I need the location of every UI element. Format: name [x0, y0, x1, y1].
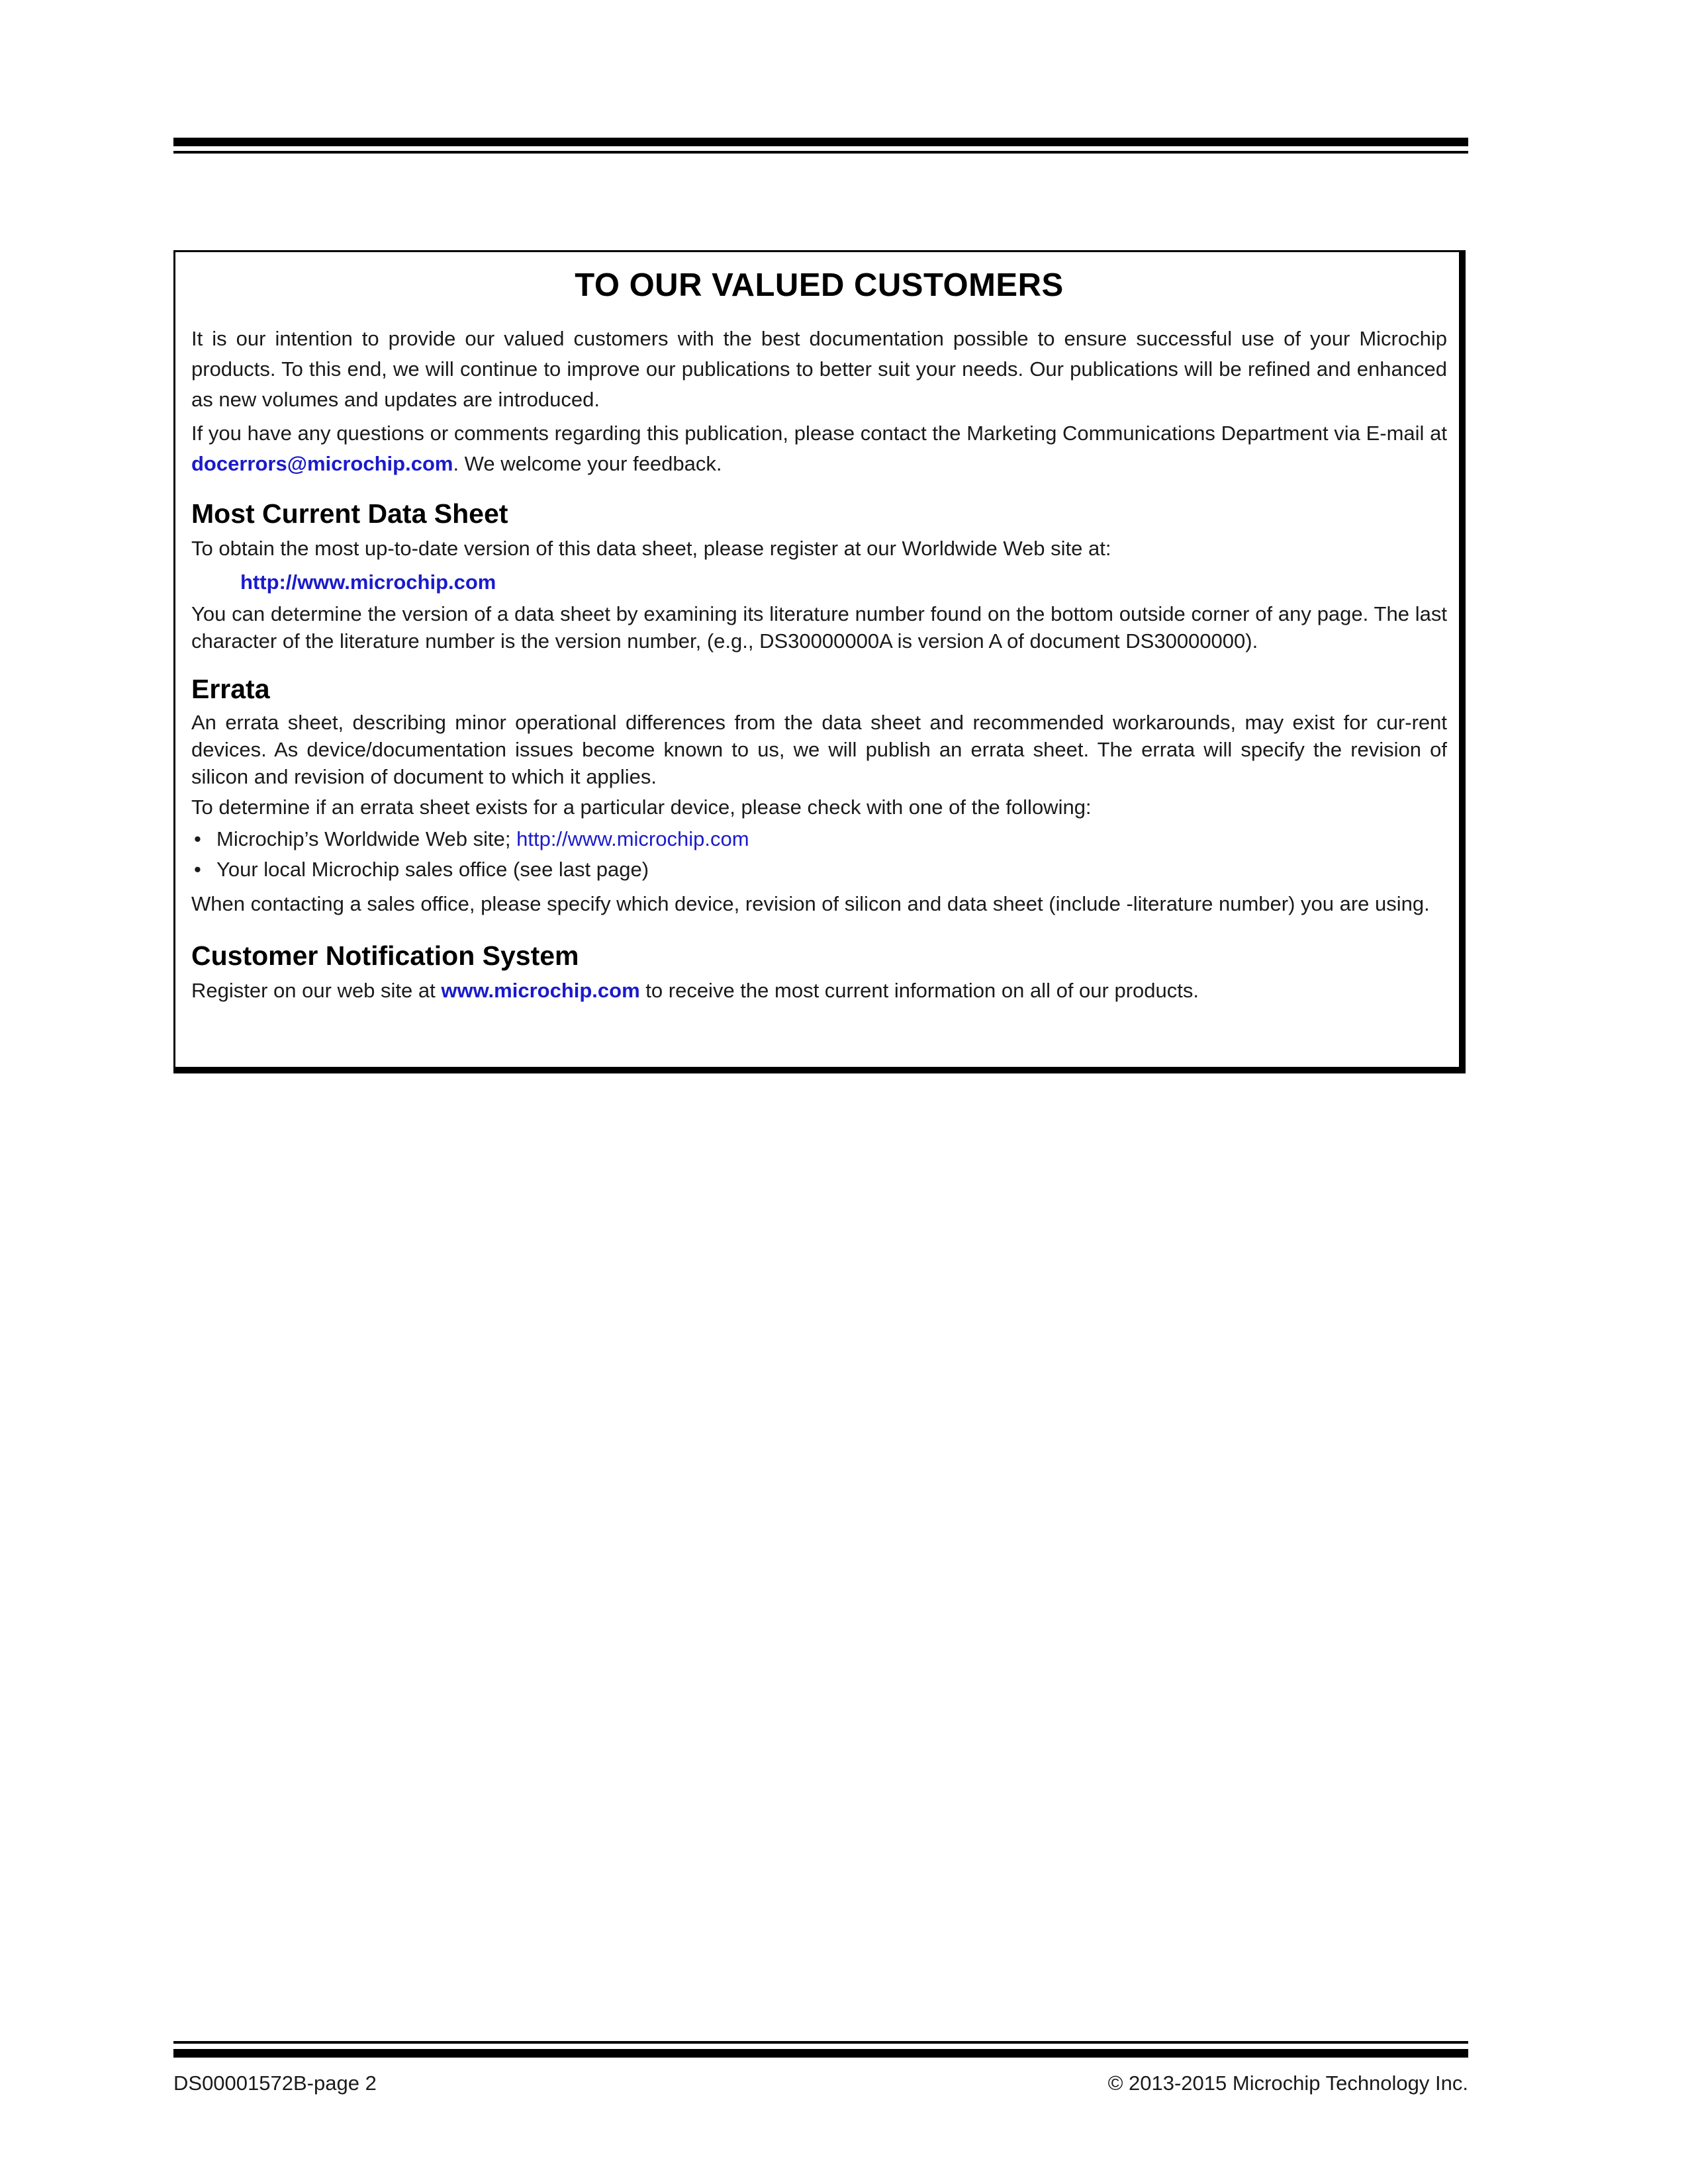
sales-office-paragraph: When contacting a sales office, please specify which device, revision of silicon and data sheet (include -literature number) you are using.: [191, 892, 1430, 915]
footer-rule-thin: [173, 2041, 1468, 2044]
current-data-sheet-intro: To obtain the most up-to-date version of this data sheet, please register at our Worldwide Web site at:: [191, 537, 1111, 560]
errata-source-list: [191, 824, 1447, 885]
bullet-icon: •: [194, 827, 201, 850]
intro-paragraph: It is our intention to provide our valued customers with the best documentation possible to ensure successful use of your Microchip products. To this end, we will continue to improve our publications to better suit your needs. Our publications will be refined and enhanced as new volumes and updates are introduced.: [191, 327, 1447, 411]
errata-paragraph: An errata sheet, describing minor operational differences from the data sheet and recommended workarounds, may exist for cur-rent devices. As device/documentation issues become known to us, we will publish an errata sheet. The errata will specify the revision of silicon and revision of document to which it applies.: [191, 711, 1447, 788]
current-data-sheet-heading: Most Current Data Sheet: [191, 498, 508, 529]
bullet-text: Microchip’s Worldwide Web site;: [216, 827, 517, 850]
bullet-text: Your local Microchip sales office (see last page): [216, 858, 649, 881]
notification-text-after: to receive the most current information on all of our products.: [639, 979, 1199, 1002]
version-info-paragraph: You can determine the version of a data sheet by examining its literature number found on the bottom outside corner of any page. The last character of the literature number is the version number, (e.g., DS30000000A is version A of document DS30000000).: [191, 602, 1447, 653]
bullet-icon: •: [194, 858, 201, 881]
feedback-email-link[interactable]: docerrors@microchip.com: [191, 452, 453, 475]
errata-check-paragraph: To determine if an errata sheet exists for a particular device, please check with one of the following:: [191, 796, 1092, 819]
feedback-text-before: If you have any questions or comments regarding this publication, please contact the Marketing Communications Department via E-mail at: [191, 422, 1447, 445]
notice-title: TO OUR VALUED CUSTOMERS: [575, 267, 1064, 303]
feedback-text-after: . We welcome your feedback.: [453, 452, 722, 475]
notification-website-link[interactable]: www.microchip.com: [441, 979, 640, 1002]
list-item: [191, 824, 1447, 854]
copyright-notice: © 2013-2015 Microchip Technology Inc.: [1107, 2071, 1468, 2095]
notification-paragraph: [191, 976, 1447, 1006]
page-number: DS00001572B-page 2: [173, 2071, 377, 2095]
current-data-sheet-url-line: [191, 567, 1447, 598]
footer-rule-thick: [173, 2049, 1468, 2058]
list-item: [191, 854, 1447, 885]
errata-heading: Errata: [191, 674, 270, 704]
customer-notice-box: [173, 250, 1466, 1073]
errata-website-link[interactable]: http://www.microchip.com: [516, 827, 749, 850]
notification-text-before: Register on our web site at: [191, 979, 442, 1002]
header-rule-thin: [173, 151, 1468, 154]
microchip-website-link[interactable]: http://www.microchip.com: [240, 570, 496, 594]
feedback-paragraph: [191, 418, 1447, 479]
header-rule-thick: [173, 138, 1468, 146]
notification-heading: Customer Notification System: [191, 940, 579, 971]
